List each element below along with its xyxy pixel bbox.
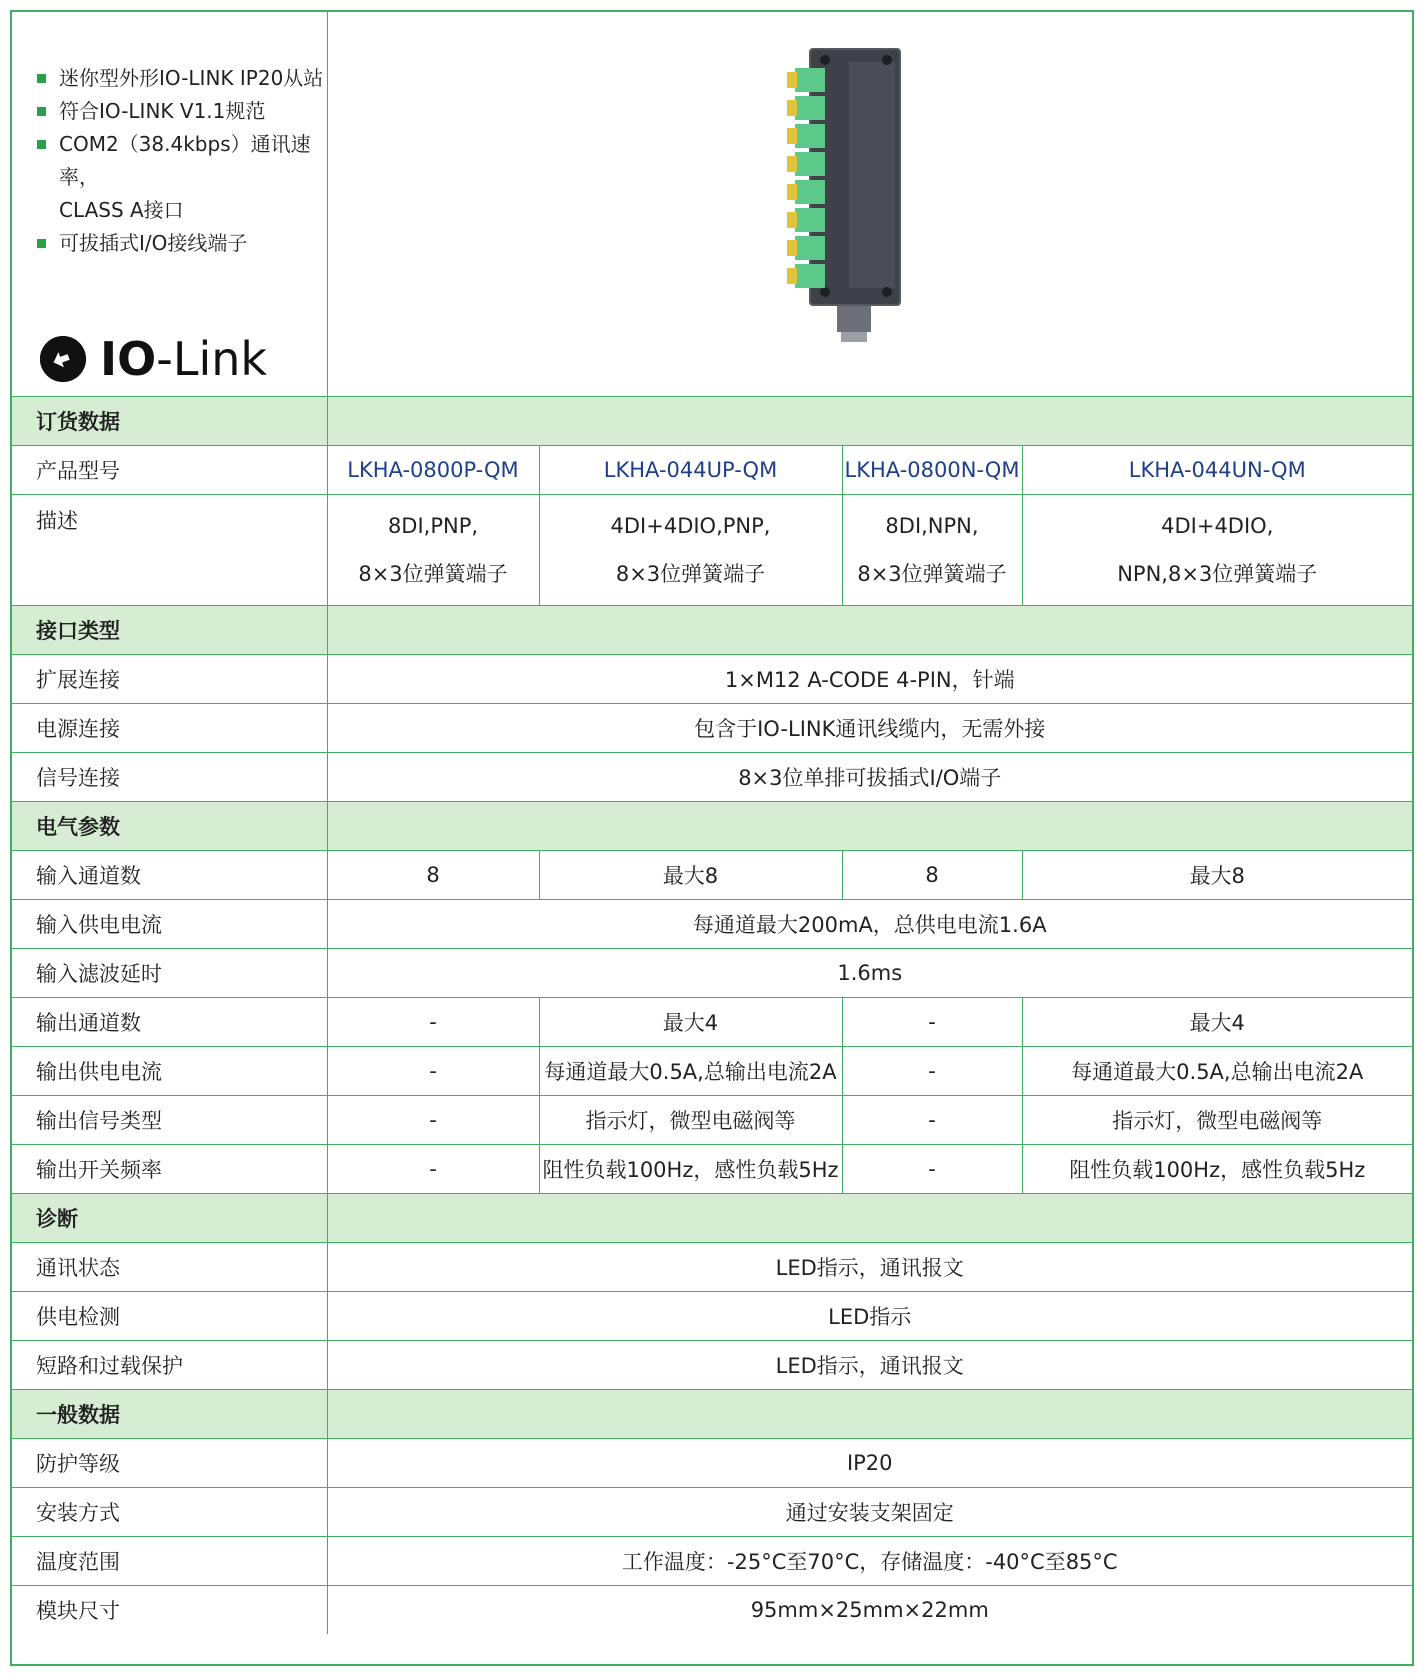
value-cell: 每通道最大0.5A,总输出电流2A — [539, 1047, 842, 1096]
description-line: 8DI,PNP, — [387, 514, 479, 538]
section-title: 一般数据 — [12, 1390, 327, 1439]
description-line: NPN,8×3位弹簧端子 — [1117, 562, 1318, 586]
section-diagnostics — [12, 1194, 1412, 1243]
table-row — [12, 1586, 1412, 1635]
row-label: 输出信号类型 — [12, 1096, 327, 1145]
table-row — [12, 753, 1412, 802]
description-cell — [539, 495, 842, 606]
table-row — [12, 1145, 1412, 1194]
model-cell: LKHA-0800P-QM — [327, 446, 539, 495]
value-cell: LED指示 — [327, 1292, 1412, 1341]
product-image-panel — [327, 12, 1412, 397]
row-label: 模块尺寸 — [12, 1586, 327, 1635]
table-row — [12, 851, 1412, 900]
section-general — [12, 1390, 1412, 1439]
value-cell: LED指示，通讯报文 — [327, 1341, 1412, 1390]
feature-item — [37, 128, 327, 227]
row-label: 输出通道数 — [12, 998, 327, 1047]
feature-item — [37, 62, 327, 95]
value-cell: - — [327, 1145, 539, 1194]
feature-text-continuation: CLASS A接口 — [59, 198, 184, 222]
value-cell: - — [327, 1096, 539, 1145]
value-cell: - — [842, 1047, 1022, 1096]
row-label: 输出开关频率 — [12, 1145, 327, 1194]
table-row — [12, 1243, 1412, 1292]
model-cell: LKHA-044UP-QM — [539, 446, 842, 495]
value-cell: 通过安装支架固定 — [327, 1488, 1412, 1537]
table-row — [12, 949, 1412, 998]
value-cell: LED指示，通讯报文 — [327, 1243, 1412, 1292]
section-title: 诊断 — [12, 1194, 327, 1243]
bullet-square-icon — [37, 74, 46, 83]
description-cell — [327, 495, 539, 606]
section-title: 接口类型 — [12, 606, 327, 655]
product-image — [783, 46, 913, 351]
value-cell: 8 — [327, 851, 539, 900]
description-cell — [1022, 495, 1412, 606]
section-filler — [327, 1194, 1412, 1243]
value-cell: 指示灯，微型电磁阀等 — [539, 1096, 842, 1145]
value-cell: 阻性负载100Hz，感性负载5Hz — [1022, 1145, 1412, 1194]
table-row — [12, 1537, 1412, 1586]
logo-rest-text: -Link — [156, 332, 268, 386]
value-cell: 1.6ms — [327, 949, 1412, 998]
section-filler — [327, 606, 1412, 655]
value-cell: 阻性负载100Hz，感性负载5Hz — [539, 1145, 842, 1194]
value-cell: - — [327, 1047, 539, 1096]
section-title: 电气参数 — [12, 802, 327, 851]
value-cell: IP20 — [327, 1439, 1412, 1488]
table-row — [12, 495, 1412, 606]
row-label: 温度范围 — [12, 1537, 327, 1586]
row-label: 产品型号 — [12, 446, 327, 495]
description-line: 4DI+4DIO,PNP, — [610, 514, 771, 538]
value-cell: 包含于IO-LINK通讯线缆内，无需外接 — [327, 704, 1412, 753]
value-cell: 最大4 — [1022, 998, 1412, 1047]
value-cell: 最大8 — [539, 851, 842, 900]
row-label: 通讯状态 — [12, 1243, 327, 1292]
table-row — [12, 446, 1412, 495]
row-label: 描述 — [12, 495, 327, 606]
table-row — [12, 1439, 1412, 1488]
feature-text: COM2（38.4kbps）通讯速率， — [59, 132, 311, 189]
row-label: 输入供电电流 — [12, 900, 327, 949]
row-label: 安装方式 — [12, 1488, 327, 1537]
value-cell: - — [842, 1145, 1022, 1194]
bullet-square-icon — [37, 239, 46, 248]
section-filler — [327, 802, 1412, 851]
bullet-square-icon — [37, 140, 46, 149]
row-label: 输入通道数 — [12, 851, 327, 900]
table-row — [12, 1488, 1412, 1537]
section-filler — [327, 397, 1412, 446]
feature-item — [37, 227, 327, 260]
value-cell: - — [327, 998, 539, 1047]
description-line: 4DI+4DIO, — [1161, 514, 1274, 538]
feature-text: 符合IO-LINK V1.1规范 — [59, 99, 266, 123]
section-ordering — [12, 397, 1412, 446]
description-line: 8×3位弹簧端子 — [615, 562, 766, 586]
table-row — [12, 998, 1412, 1047]
value-cell: 每通道最大200mA，总供电电流1.6A — [327, 900, 1412, 949]
section-electrical — [12, 802, 1412, 851]
feature-item — [37, 95, 327, 128]
value-cell: 95mm×25mm×22mm — [327, 1586, 1412, 1635]
value-cell: 工作温度：-25°C至70°C，存储温度：-40°C至85°C — [327, 1537, 1412, 1586]
row-label: 输出供电电流 — [12, 1047, 327, 1096]
io-link-logo-icon — [40, 336, 86, 382]
value-cell: - — [842, 998, 1022, 1047]
value-cell: 最大8 — [1022, 851, 1412, 900]
bullet-square-icon — [37, 107, 46, 116]
description-line: 8×3位弹簧端子 — [358, 562, 508, 586]
value-cell: 1×M12 A-CODE 4-PIN，针端 — [327, 655, 1412, 704]
spec-sheet — [10, 10, 1414, 1666]
io-link-logo — [40, 332, 267, 386]
value-cell: 指示灯，微型电磁阀等 — [1022, 1096, 1412, 1145]
value-cell: - — [842, 1096, 1022, 1145]
model-cell: LKHA-0800N-QM — [842, 446, 1022, 495]
feature-text: 可拔插式I/O接线端子 — [59, 231, 248, 255]
description-cell — [842, 495, 1022, 606]
section-interface — [12, 606, 1412, 655]
row-label: 输入滤波延时 — [12, 949, 327, 998]
value-cell: 每通道最大0.5A,总输出电流2A — [1022, 1047, 1412, 1096]
value-cell: 8 — [842, 851, 1022, 900]
feature-list — [37, 62, 327, 260]
table-row — [12, 704, 1412, 753]
feature-panel — [12, 12, 327, 397]
value-cell: 8×3位单排可拔插式I/O端子 — [327, 753, 1412, 802]
row-label: 电源连接 — [12, 704, 327, 753]
table-row — [12, 1341, 1412, 1390]
table-row — [12, 655, 1412, 704]
row-label: 短路和过载保护 — [12, 1341, 327, 1390]
table-row — [12, 900, 1412, 949]
row-label: 信号连接 — [12, 753, 327, 802]
value-cell: 最大4 — [539, 998, 842, 1047]
table-row — [12, 1047, 1412, 1096]
description-line: 8DI,NPN, — [885, 514, 979, 538]
row-label: 供电检测 — [12, 1292, 327, 1341]
spec-table — [12, 12, 1412, 1634]
description-line: 8×3位弹簧端子 — [857, 562, 1007, 586]
row-label: 扩展连接 — [12, 655, 327, 704]
feature-text: 迷你型外形IO-LINK IP20从站 — [59, 66, 324, 90]
io-link-logo-text — [100, 332, 267, 386]
table-row — [12, 1292, 1412, 1341]
row-label: 防护等级 — [12, 1439, 327, 1488]
logo-bold-text: IO — [100, 332, 157, 386]
table-row — [12, 1096, 1412, 1145]
section-filler — [327, 1390, 1412, 1439]
section-title: 订货数据 — [12, 397, 327, 446]
model-cell: LKHA-044UN-QM — [1022, 446, 1412, 495]
